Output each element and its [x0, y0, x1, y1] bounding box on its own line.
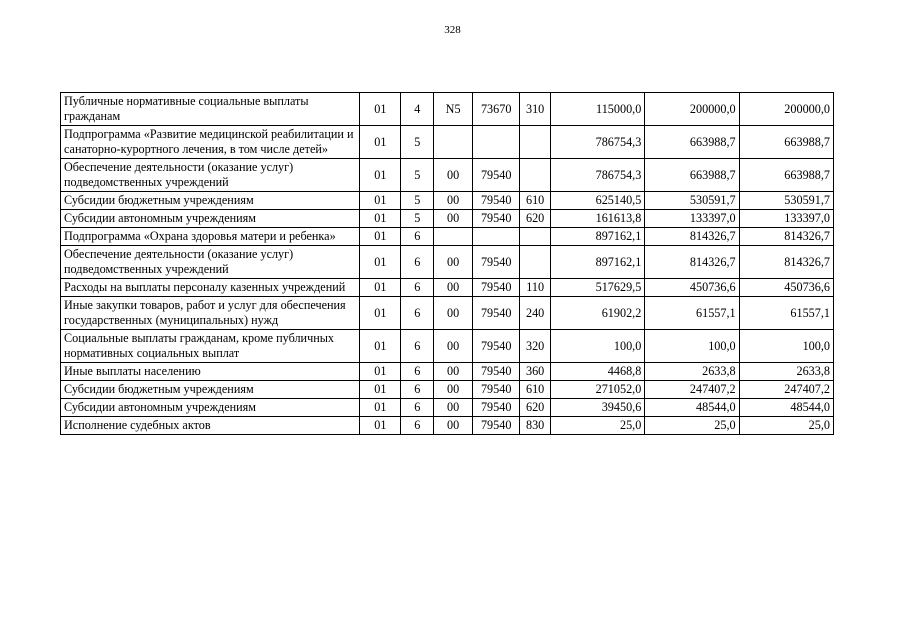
row-subprogram-code: 4 [401, 93, 434, 126]
table-row [61, 297, 834, 330]
page-number: 328 [444, 24, 461, 36]
row-direction-code: 00 [434, 246, 473, 279]
row-name: Субсидии бюджетным учреждениям [61, 381, 360, 399]
row-subprogram-code: 6 [401, 330, 434, 363]
row-section-code: 01 [360, 159, 401, 192]
table-row [61, 192, 834, 210]
row-amount-2: 814326,7 [645, 246, 739, 279]
row-direction-code: 00 [434, 279, 473, 297]
row-subprogram-code: 6 [401, 381, 434, 399]
row-type-code: 620 [520, 399, 551, 417]
row-subprogram-code: 5 [401, 192, 434, 210]
row-direction-code: 00 [434, 399, 473, 417]
row-name: Социальные выплаты гражданам, кроме публичных нормативных социальных выплат [61, 330, 360, 363]
row-type-code: 830 [520, 417, 551, 435]
row-type-code: 310 [520, 93, 551, 126]
row-type-code: 610 [520, 381, 551, 399]
row-direction-code: 00 [434, 297, 473, 330]
row-name: Субсидии автономным учреждениям [61, 399, 360, 417]
row-expense-code: 79540 [473, 246, 520, 279]
row-expense-code [473, 126, 520, 159]
row-name: Публичные нормативные социальные выплаты гражданам [61, 93, 360, 126]
row-amount-2: 48544,0 [645, 399, 739, 417]
row-type-code: 620 [520, 210, 551, 228]
row-section-code: 01 [360, 417, 401, 435]
row-subprogram-code: 6 [401, 246, 434, 279]
row-amount-3: 25,0 [739, 417, 833, 435]
row-amount-1: 4468,8 [551, 363, 645, 381]
row-amount-1: 897162,1 [551, 228, 645, 246]
row-amount-3: 530591,7 [739, 192, 833, 210]
row-expense-code: 79540 [473, 363, 520, 381]
row-expense-code: 79540 [473, 381, 520, 399]
row-type-code: 610 [520, 192, 551, 210]
row-expense-code: 79540 [473, 192, 520, 210]
row-section-code: 01 [360, 399, 401, 417]
row-section-code: 01 [360, 363, 401, 381]
row-amount-2: 814326,7 [645, 228, 739, 246]
row-amount-2: 25,0 [645, 417, 739, 435]
row-amount-2: 663988,7 [645, 126, 739, 159]
row-type-code: 360 [520, 363, 551, 381]
row-amount-1: 161613,8 [551, 210, 645, 228]
row-subprogram-code: 5 [401, 126, 434, 159]
row-name: Исполнение судебных актов [61, 417, 360, 435]
row-name: Иные выплаты населению [61, 363, 360, 381]
row-expense-code: 79540 [473, 399, 520, 417]
row-amount-1: 625140,5 [551, 192, 645, 210]
row-section-code: 01 [360, 297, 401, 330]
row-subprogram-code: 6 [401, 399, 434, 417]
row-section-code: 01 [360, 192, 401, 210]
row-name: Подпрограмма «Охрана здоровья матери и ребенка» [61, 228, 360, 246]
table-row [61, 417, 834, 435]
table-row [61, 210, 834, 228]
row-expense-code: 73670 [473, 93, 520, 126]
row-amount-2: 2633,8 [645, 363, 739, 381]
table-row [61, 399, 834, 417]
table-row [61, 381, 834, 399]
row-amount-3: 450736,6 [739, 279, 833, 297]
row-expense-code: 79540 [473, 210, 520, 228]
row-expense-code [473, 228, 520, 246]
row-amount-2: 100,0 [645, 330, 739, 363]
row-amount-2: 247407,2 [645, 381, 739, 399]
table-row [61, 93, 834, 126]
row-amount-1: 786754,3 [551, 126, 645, 159]
row-type-code: 320 [520, 330, 551, 363]
row-amount-3: 247407,2 [739, 381, 833, 399]
row-amount-3: 61557,1 [739, 297, 833, 330]
row-amount-1: 115000,0 [551, 93, 645, 126]
row-amount-3: 133397,0 [739, 210, 833, 228]
table-row [61, 246, 834, 279]
row-name: Обеспечение деятельности (оказание услуг) подведомственных учреждений [61, 246, 360, 279]
table-row [61, 279, 834, 297]
row-subprogram-code: 6 [401, 228, 434, 246]
row-expense-code: 79540 [473, 330, 520, 363]
row-direction-code [434, 228, 473, 246]
row-direction-code: 00 [434, 192, 473, 210]
row-section-code: 01 [360, 381, 401, 399]
row-expense-code: 79540 [473, 417, 520, 435]
table-row [61, 126, 834, 159]
row-direction-code: N5 [434, 93, 473, 126]
row-amount-3: 663988,7 [739, 159, 833, 192]
row-amount-1: 25,0 [551, 417, 645, 435]
row-subprogram-code: 6 [401, 363, 434, 381]
row-direction-code [434, 126, 473, 159]
row-direction-code: 00 [434, 159, 473, 192]
row-amount-1: 61902,2 [551, 297, 645, 330]
row-type-code: 110 [520, 279, 551, 297]
row-name: Иные закупки товаров, работ и услуг для обеспечения государственных (муниципальных) нужд [61, 297, 360, 330]
row-amount-1: 39450,6 [551, 399, 645, 417]
row-amount-3: 48544,0 [739, 399, 833, 417]
row-direction-code: 00 [434, 381, 473, 399]
row-amount-1: 897162,1 [551, 246, 645, 279]
row-type-code [520, 126, 551, 159]
row-name: Расходы на выплаты персоналу казенных учреждений [61, 279, 360, 297]
row-amount-2: 450736,6 [645, 279, 739, 297]
row-name: Субсидии автономным учреждениям [61, 210, 360, 228]
row-amount-1: 786754,3 [551, 159, 645, 192]
row-section-code: 01 [360, 126, 401, 159]
row-direction-code: 00 [434, 330, 473, 363]
row-name: Подпрограмма «Развитие медицинской реабилитации и санаторно-курортного лечения, в том числе детей» [61, 126, 360, 159]
row-subprogram-code: 6 [401, 297, 434, 330]
budget-table [60, 92, 834, 435]
row-type-code [520, 228, 551, 246]
row-amount-1: 100,0 [551, 330, 645, 363]
row-subprogram-code: 5 [401, 210, 434, 228]
row-amount-2: 530591,7 [645, 192, 739, 210]
row-amount-3: 663988,7 [739, 126, 833, 159]
row-amount-2: 200000,0 [645, 93, 739, 126]
row-type-code [520, 159, 551, 192]
row-amount-1: 271052,0 [551, 381, 645, 399]
table-row [61, 228, 834, 246]
row-amount-3: 2633,8 [739, 363, 833, 381]
row-direction-code: 00 [434, 363, 473, 381]
row-amount-3: 100,0 [739, 330, 833, 363]
row-amount-3: 200000,0 [739, 93, 833, 126]
row-amount-2: 61557,1 [645, 297, 739, 330]
row-section-code: 01 [360, 279, 401, 297]
row-section-code: 01 [360, 330, 401, 363]
row-expense-code: 79540 [473, 279, 520, 297]
row-section-code: 01 [360, 228, 401, 246]
row-amount-2: 133397,0 [645, 210, 739, 228]
row-subprogram-code: 6 [401, 417, 434, 435]
table-body [61, 93, 834, 435]
row-direction-code: 00 [434, 417, 473, 435]
row-subprogram-code: 5 [401, 159, 434, 192]
row-subprogram-code: 6 [401, 279, 434, 297]
row-amount-2: 663988,7 [645, 159, 739, 192]
row-amount-3: 814326,7 [739, 228, 833, 246]
row-section-code: 01 [360, 210, 401, 228]
row-expense-code: 79540 [473, 297, 520, 330]
row-amount-1: 517629,5 [551, 279, 645, 297]
row-direction-code: 00 [434, 210, 473, 228]
row-name: Субсидии бюджетным учреждениям [61, 192, 360, 210]
row-section-code: 01 [360, 93, 401, 126]
table-row [61, 330, 834, 363]
row-expense-code: 79540 [473, 159, 520, 192]
table-row [61, 159, 834, 192]
row-name: Обеспечение деятельности (оказание услуг) подведомственных учреждений [61, 159, 360, 192]
row-section-code: 01 [360, 246, 401, 279]
table-row [61, 363, 834, 381]
row-amount-3: 814326,7 [739, 246, 833, 279]
row-type-code: 240 [520, 297, 551, 330]
row-type-code [520, 246, 551, 279]
